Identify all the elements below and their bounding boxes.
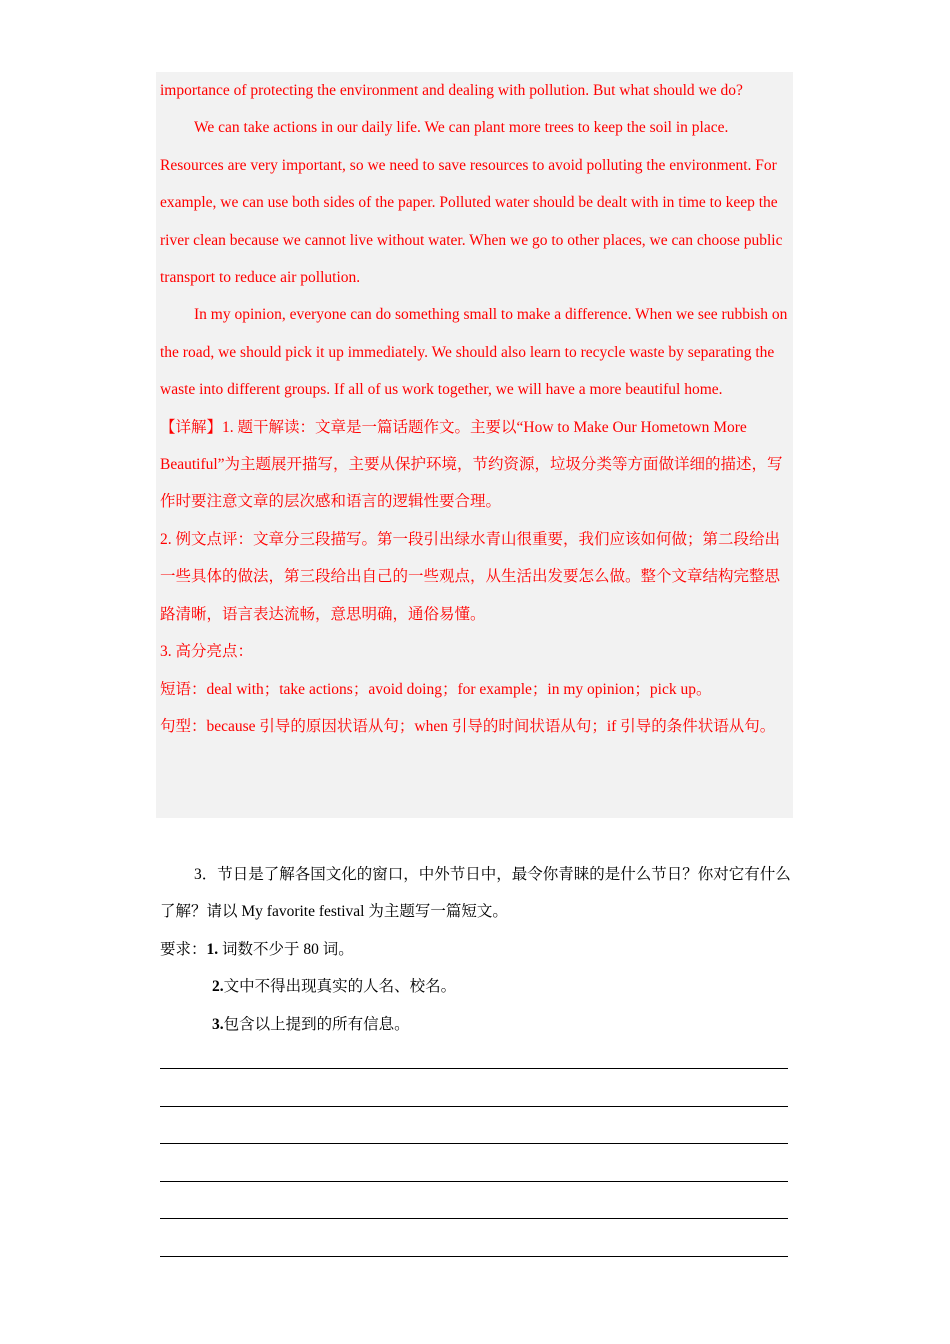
requirement-3-number: 3. — [212, 1015, 224, 1033]
writing-line — [160, 1256, 788, 1257]
requirement-2-number: 2. — [212, 978, 224, 996]
writing-line — [160, 1181, 788, 1182]
writing-line — [160, 1068, 788, 1069]
writing-line — [160, 1218, 788, 1219]
requirement-1-number: 1. — [206, 940, 219, 958]
sample-essay — [160, 72, 793, 745]
detail-2: 2. 例文点评：文章分三段描写。第一段引出绿水青山很重要，我们应该如何做；第二段给出一些具体的做法，第三段给出自己的一些观点，从生活出发要怎么做。整个文章结构完整思路清晰，语言表达流畅，意思明确，通俗易懂。 — [160, 530, 781, 623]
sentence-patterns: 句型：because 引导的原因状语从句；when 引导的时间状语从句；if 引导的条件状语从句。 — [160, 717, 776, 735]
detail-tag: 【详解】 — [160, 418, 223, 436]
writing-line — [160, 1106, 788, 1107]
requirement-3-text: 包含以上提到的所有信息。 — [223, 1015, 410, 1033]
phrases: 短语：deal with；take actions；avoid doing；for example；in my opinion；pick up。 — [160, 680, 712, 698]
essay-paragraph-0: importance of protecting the environment and dealing with pollution. But what should we do? — [160, 82, 743, 99]
requirement-2 — [160, 968, 792, 1005]
answer-section — [156, 72, 793, 818]
essay-paragraph-1: We can take actions in our daily life. We can plant more trees to keep the soil in place. Resources are very important, so we need to save resources to avoid polluting the environment. For example, we can use both sides of the paper. Polluted water should be dealt with in time to keep the river clean because we cannot live without water. When we go to other places, we can choose public transport to reduce air pollution. — [160, 119, 783, 287]
question-text: 3．节日是了解各国文化的窗口，中外节日中，最令你青睐的是什么节日？你对它有什么了解？请以 My favorite festival 为主题写一篇短文。 — [160, 866, 791, 921]
essay-paragraph-2: In my opinion, everyone can do something small to make a difference. When we see rubbish on the road, we should pick it up immediately. We should also learn to recycle waste by separating the waste into different groups. If all of us work together, we will have a more beautiful home. — [160, 306, 788, 399]
requirement-3 — [160, 1006, 792, 1043]
requirement-2-text: 文中不得出现真实的人名、校名。 — [223, 978, 457, 996]
writing-line — [160, 1143, 788, 1144]
detail-1 — [160, 409, 793, 521]
detail-1-text: 1. 题干解读：文章是一篇话题作文。主要以“How to Make Our Hometown More Beautiful”为主题展开描写，主要从保护环境，节约资源，垃圾分类等方面做详细的描述，写作时要注意文章的层次感和语言的逻辑性要合理。 — [160, 418, 783, 511]
question-3 — [160, 856, 792, 1043]
requirement-1 — [160, 931, 792, 968]
detail-3: 3. 高分亮点： — [160, 643, 254, 661]
writing-lines — [160, 1068, 788, 1293]
requirement-1-text: 词数不少于 80 词。 — [218, 940, 354, 958]
requirement-label: 要求： — [160, 940, 207, 958]
